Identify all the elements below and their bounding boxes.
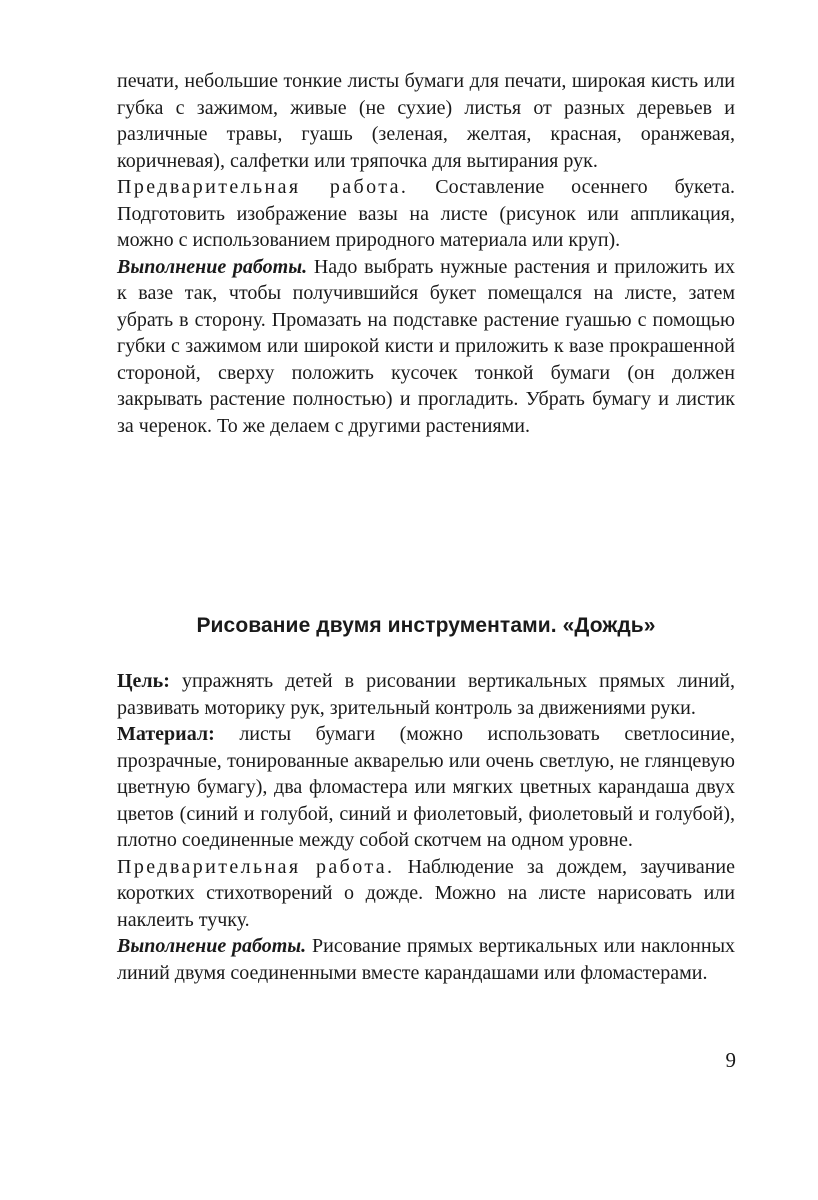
goal-text: упражнять детей в рисовании вертикальных прямых линий, развивать моторику рук, зрительный контроль за движениями руки. [117, 670, 735, 719]
goal-paragraph [117, 668, 735, 721]
rain-preliminary-work-paragraph [117, 854, 735, 934]
material-paragraph [117, 721, 735, 854]
materials-continuation-section [117, 68, 735, 439]
work-execution-label: Выполнение работы. [117, 255, 308, 278]
material-text: листы бумаги (можно использовать светлосиние, прозрачные, тонированные акварелью или очень светлую, не глянцевую цветную бумагу), два фломастера или мягких цветных карандаша двух цветов (синий и голубой, синий и фиолетовый, фиолетовый и голубой), плотно соединенные между собой скотчем на одном уровне. [117, 723, 735, 851]
rain-preliminary-work-text: Наблюдение за дождем, заучивание коротких стихотворений о дожде. Можно на листе нарисовать или наклеить тучку. [117, 855, 735, 931]
section-heading: Рисование двумя инструментами. «Дождь» [196, 614, 656, 637]
material-label: Материал: [117, 723, 215, 745]
rain-work-execution-text: Рисование прямых вертикальных или наклонных линий двумя соединенными вместе карандашами или фломастерами. [117, 935, 736, 984]
rain-preliminary-work-label: Предварительная работа. [117, 855, 395, 878]
rain-drawing-section [117, 668, 735, 986]
work-execution-paragraph [117, 254, 735, 440]
materials-list-continuation [117, 68, 735, 174]
preliminary-work-paragraph [117, 174, 735, 254]
preliminary-work-label: Предварительная работа. [117, 176, 409, 198]
preliminary-work-text: Составление осеннего букета. Подготовить изображение вазы на листе (рисунок или аппликация, можно с использованием природного материала или круп). [117, 176, 735, 251]
page-number: 9 [725, 1048, 736, 1072]
rain-work-execution-paragraph [117, 933, 735, 986]
goal-label: Цель: [117, 670, 170, 692]
materials-list-text: печати, небольшие тонкие листы бумаги для печати, широкая кисть или губка с зажимом, живые (не сухие) листья от разных деревьев и различные травы, гуашь (зеленая, желтая, красная, оранжевая, коричневая), салфетки или тряпочка для вытирания рук. [117, 70, 735, 172]
rain-work-execution-label: Выполнение работы. [117, 935, 307, 957]
work-execution-text: Надо выбрать нужные растения и приложить их к вазе так, чтобы получившийся букет помещался на листе, затем убрать в сторону. Промазать на подставке растение гуашью с помощью губки с зажимом или широкой кисти и приложить к вазе прокрашенной стороной, сверху положить кусочек тонкой бумаги (он должен закрывать растение полностью) и прогладить. Убрать бумагу и листик за черенок. То же делаем с другими растениями. [117, 255, 736, 437]
